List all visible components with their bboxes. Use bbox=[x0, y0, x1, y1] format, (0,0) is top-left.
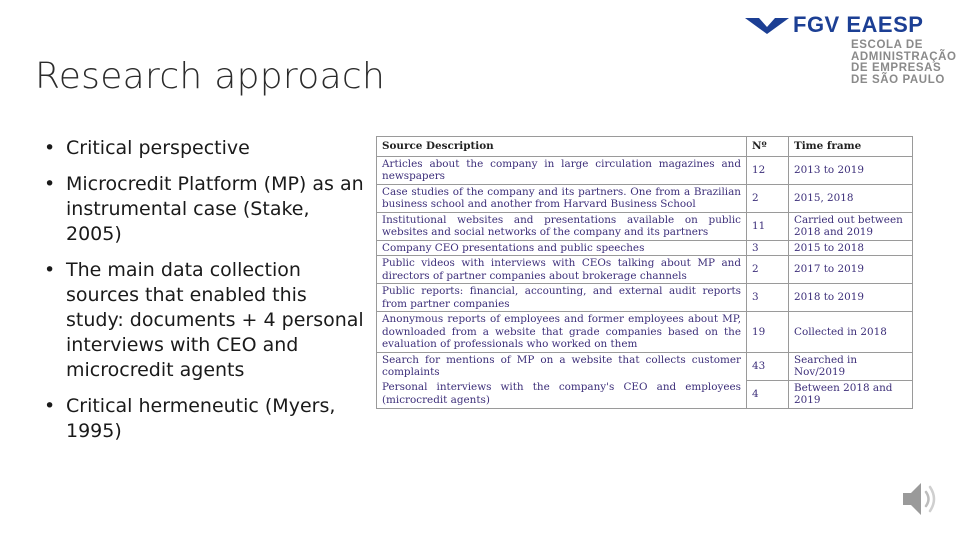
table-row bbox=[377, 312, 913, 353]
speaker-icon[interactable] bbox=[897, 476, 943, 522]
source-description: Public reports: financial, accounting, and external audit reports from partner companies bbox=[377, 284, 747, 312]
source-count: 4 bbox=[747, 380, 789, 408]
logo-line: ADMINISTRAÇÃO bbox=[851, 50, 957, 63]
table-row bbox=[377, 284, 913, 312]
table-row bbox=[377, 212, 913, 240]
source-description: Company CEO presentations and public speeches bbox=[377, 240, 747, 256]
logo-line: DE EMPRESAS bbox=[851, 62, 942, 74]
source-description: Public videos with interviews with CEOs talking about MP and directors of partner companies about brokerage channels bbox=[377, 256, 747, 284]
slide-title: Research approach bbox=[35, 56, 386, 97]
fgv-eaesp-logo bbox=[745, 12, 960, 94]
table-row bbox=[377, 380, 913, 408]
source-description: Anonymous reports of employees and former employees about MP, downloaded from a website that grade companies based on the evaluation of professionals who worked on them bbox=[377, 312, 747, 353]
source-time-frame: 2013 to 2019 bbox=[789, 156, 913, 184]
bullet-list bbox=[44, 136, 364, 455]
source-count: 12 bbox=[747, 156, 789, 184]
bullet-item: • Critical hermeneutic (Myers, 1995) bbox=[44, 394, 364, 444]
bullet-item: • Critical perspective bbox=[44, 136, 364, 161]
source-time-frame: 2015, 2018 bbox=[789, 184, 913, 212]
table-row bbox=[377, 240, 913, 256]
source-description: Case studies of the company and its partners. One from a Brazilian business school and another from Harvard Business School bbox=[377, 184, 747, 212]
source-count: 3 bbox=[747, 240, 789, 256]
source-time-frame: Collected in 2018 bbox=[789, 312, 913, 353]
sources-table bbox=[376, 136, 913, 409]
bullet-item: • The main data collection sources that enabled this study: documents + 4 personal interviews with CEO and microcredit agents bbox=[44, 258, 364, 383]
source-time-frame: 2017 to 2019 bbox=[789, 256, 913, 284]
source-count: 3 bbox=[747, 284, 789, 312]
table-header-row bbox=[377, 137, 913, 157]
table-row bbox=[377, 156, 913, 184]
source-description: Search for mentions of MP on a website that collects customer complaints bbox=[377, 352, 747, 380]
source-time-frame: 2018 to 2019 bbox=[789, 284, 913, 312]
logo-line: DE SÃO PAULO bbox=[851, 73, 945, 86]
table-row bbox=[377, 184, 913, 212]
bullet-item: • Microcredit Platform (MP) as an instrumental case (Stake, 2005) bbox=[44, 172, 364, 247]
header-number: Nº bbox=[747, 137, 789, 157]
source-count: 19 bbox=[747, 312, 789, 353]
fgv-logo-mark-icon bbox=[745, 18, 789, 34]
source-time-frame: 2015 to 2018 bbox=[789, 240, 913, 256]
source-time-frame: Carried out between 2018 and 2019 bbox=[789, 212, 913, 240]
header-time-frame: Time frame bbox=[789, 137, 913, 157]
source-count: 2 bbox=[747, 184, 789, 212]
header-source-description: Source Description bbox=[377, 137, 747, 157]
source-description: Articles about the company in large circulation magazines and newspapers bbox=[377, 156, 747, 184]
logo-brand: FGV EAESP bbox=[793, 12, 924, 37]
source-count: 43 bbox=[747, 352, 789, 380]
logo-subtitle bbox=[851, 40, 957, 86]
source-description: Personal interviews with the company's CEO and employees (microcredit agents) bbox=[377, 380, 747, 408]
logo-line: ESCOLA DE bbox=[851, 39, 924, 51]
source-count: 11 bbox=[747, 212, 789, 240]
source-description: Institutional websites and presentations available on public websites and social networks of the company and its partners bbox=[377, 212, 747, 240]
table-row bbox=[377, 256, 913, 284]
source-time-frame: Searched in Nov/2019 bbox=[789, 352, 913, 380]
source-count: 2 bbox=[747, 256, 789, 284]
table-row bbox=[377, 352, 913, 380]
source-time-frame: Between 2018 and 2019 bbox=[789, 380, 913, 408]
